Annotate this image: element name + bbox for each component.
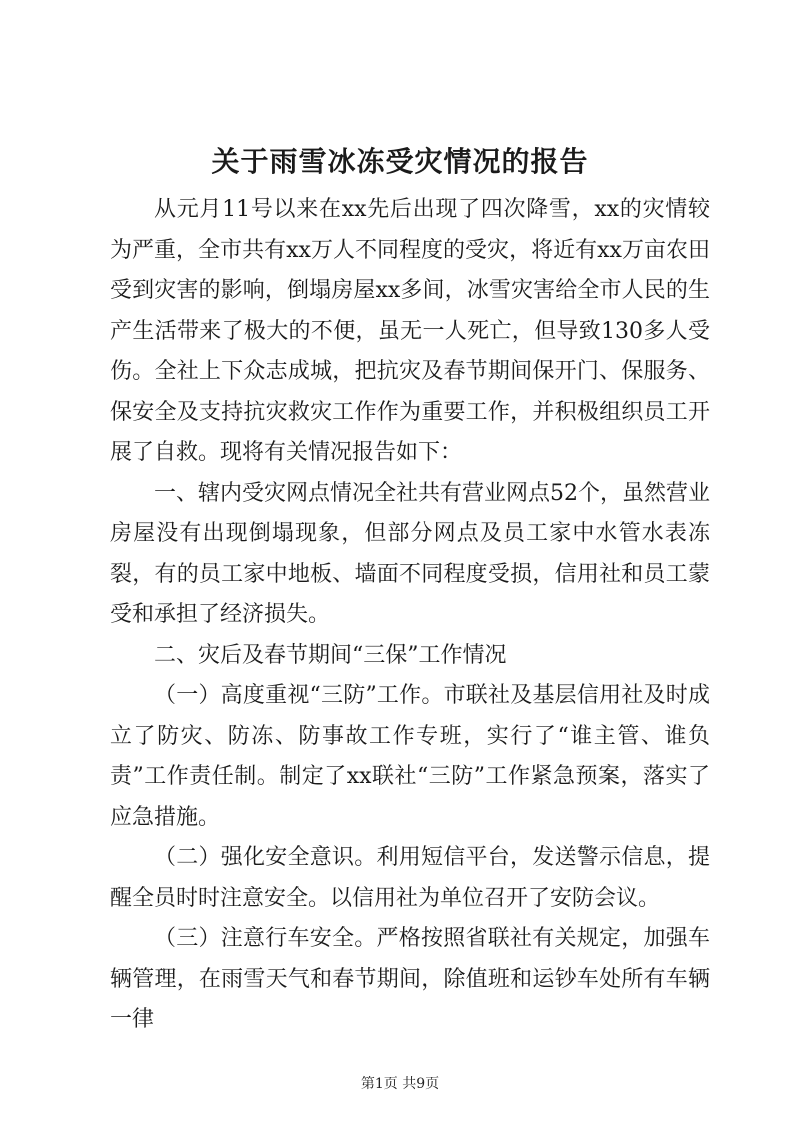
paragraph-intro: 从元月11号以来在xx先后出现了四次降雪，xx的灾情较为严重，全市共有xx万人不同程度的受灾，将近有xx万亩农田受到灾害的影响，倒塌房屋xx多间，冰雪灾害给全市人民的生产生活带来了极大的不便，虽无一人死亡，但导致130多人受伤。全社上下众志成城，把抗灾及春节期间保开门、保服务、保安全及支持抗灾救灾工作作为重要工作，并积极组织员工开展了自救。现将有关情况报告如下： [110,197,710,465]
paragraph-section-2-heading: 二、灾后及春节期间“三保”工作情况 [154,642,507,668]
document-body [110,190,710,1041]
document-title: 关于雨雪冰冻受灾情况的报告 [211,145,589,178]
paragraph-section-1: 一、辖内受灾网点情况全社共有营业网点52个，虽然营业房屋没有出现倒塌现象，但部分网点及员工家中水管水表冻裂，有的员工家中地板、墙面不同程度受损，信用社和员工蒙受和承担了经济损失。 [110,480,710,627]
page-number-footer: 第1页 共9页 [360,1076,440,1092]
paragraph-item-1: （一）高度重视“三防”工作。市联社及基层信用社及时成立了防灾、防冻、防事故工作专班，实行了“谁主管、谁负责”工作责任制。制定了xx联社“三防”工作紧急预案，落实了应急措施。 [110,683,710,830]
paragraph-item-3: （三）注意行车安全。严格按照省联社有关规定，加强车辆管理，在雨雪天气和春节期间，除值班和运钞车处所有车辆一律 [110,926,710,1032]
paragraph-item-2: （二）强化安全意识。利用短信平台，发送警示信息，提醒全员时时注意安全。以信用社为单位召开了安防会议。 [110,845,710,911]
